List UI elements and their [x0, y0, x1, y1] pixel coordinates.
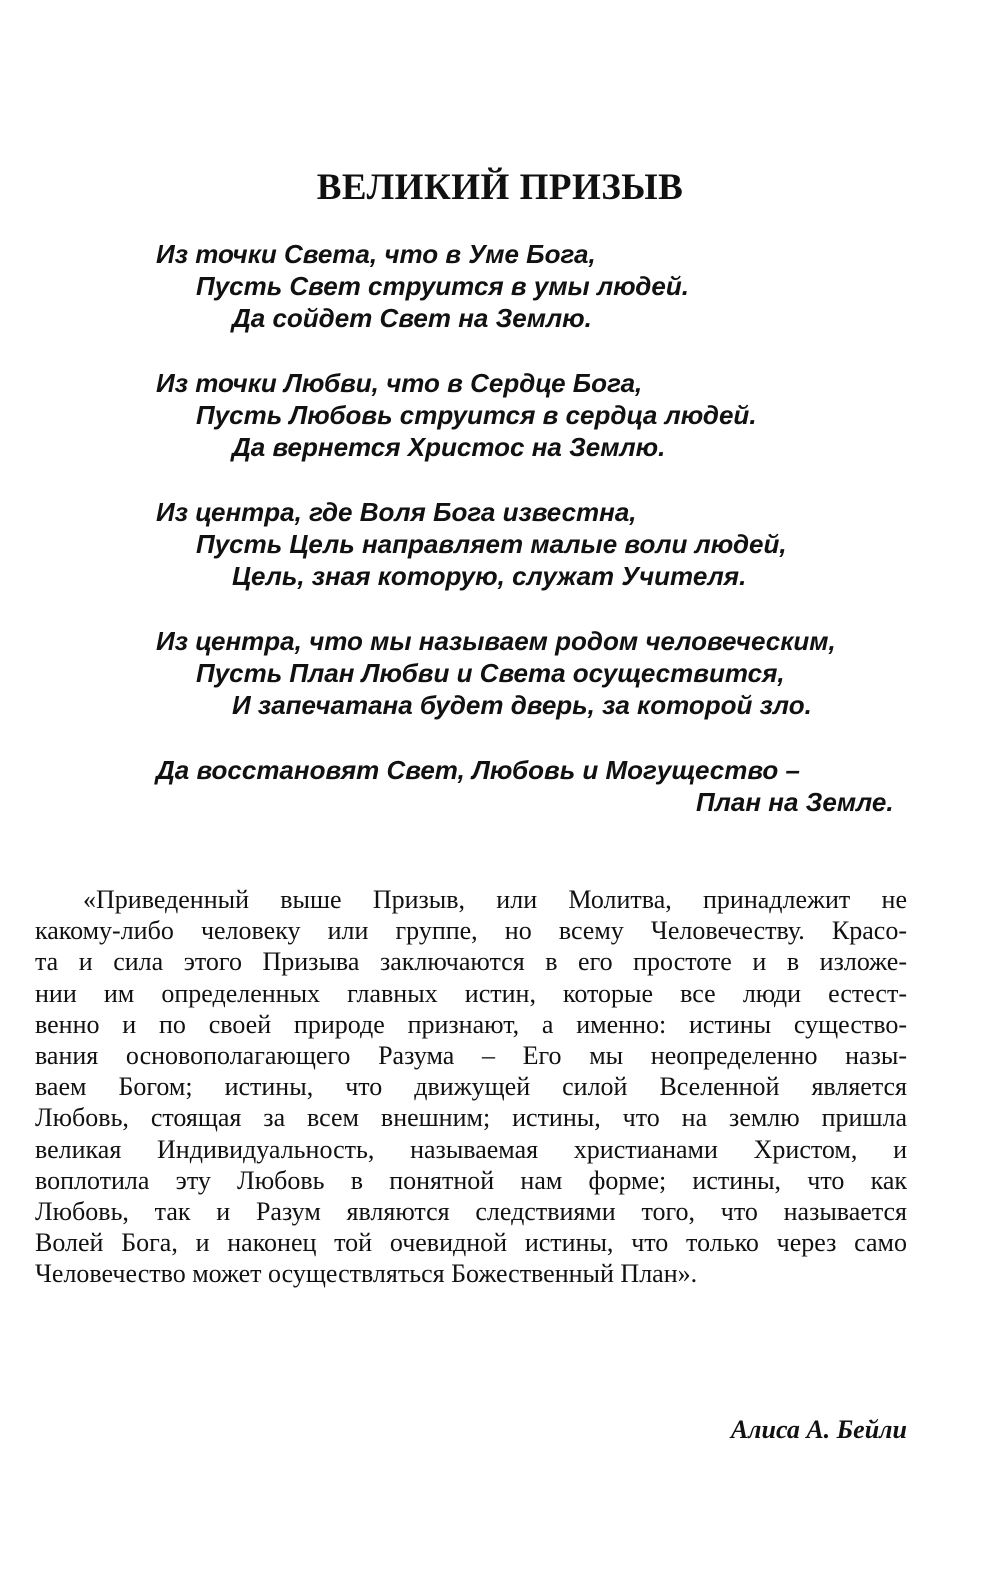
paragraph-line: воплотила эту Любовь в понятной нам форме; истины, что как — [35, 1165, 907, 1195]
paragraph-line: великая Индивидуальность, называемая христианами Христом, и — [35, 1134, 907, 1164]
poem-stanza-4 — [0, 625, 1000, 721]
poem-closing-line: План на Земле. — [696, 787, 894, 817]
poem-line: Пусть Свет струится в умы людей. — [196, 271, 689, 301]
poem-line: Пусть Цель направляет малые воли людей, — [196, 529, 787, 559]
poem-line: И запечатана будет дверь, за которой зло. — [232, 690, 812, 720]
invocation-poem — [0, 238, 1000, 851]
paragraph-line: вания основополагающего Разума – Его мы неопределенно назы- — [35, 1041, 907, 1071]
poem-closing-line: Да восстановят Свет, Любовь и Могущество – — [156, 755, 800, 785]
poem-line: Из точки Любви, что в Сердце Бога, — [156, 368, 643, 398]
page-title: ВЕЛИКИЙ ПРИЗЫВ — [316, 167, 684, 208]
paragraph-line: венно и по своей природе признают, а именно: истины существо- — [35, 1009, 907, 1039]
commentary-paragraph — [35, 884, 907, 1290]
paragraph-line: Любовь, стоящая за всем внешним; истины, что на землю пришла — [35, 1103, 907, 1133]
poem-line: Из точки Света, что в Уме Бога, — [156, 239, 596, 269]
paragraph-line: нии им определенных главных истин, которые все люди естест- — [35, 978, 907, 1008]
paragraph-line: какому-либо человеку или группе, но всему Человечеству. Красо- — [35, 916, 907, 946]
author-signature: Алиса А. Бейли — [730, 1415, 907, 1444]
paragraph-line: Человечество может осуществляться Божественный План». — [35, 1259, 698, 1289]
poem-stanza-2 — [0, 367, 1000, 463]
paragraph-line: та и сила этого Призыва заключаются в его простоте и в изложе- — [35, 947, 907, 977]
poem-stanza-3 — [0, 496, 1000, 592]
poem-line: Да вернется Христос на Землю. — [232, 432, 666, 462]
poem-stanza-1 — [0, 238, 1000, 334]
poem-line: Из центра, где Воля Бога известна, — [156, 497, 637, 527]
paragraph-line: Волей Бога, и наконец той очевидной истины, что только через само — [35, 1228, 907, 1258]
poem-line: Пусть План Любви и Света осуществится, — [196, 658, 785, 688]
poem-line: Цель, зная которую, служат Учителя. — [232, 561, 747, 591]
poem-closing — [0, 754, 1000, 818]
paragraph-line: «Приведенный выше Призыв, или Молитва, принадлежит не — [83, 885, 907, 914]
paragraph-line: ваем Богом; истины, что движущей силой Вселенной является — [35, 1072, 907, 1102]
poem-line: Да сойдет Свет на Землю. — [232, 303, 592, 333]
paragraph-line: Любовь, так и Разум являются следствиями того, что называется — [35, 1197, 907, 1227]
poem-line: Из центра, что мы называем родом человеческим, — [156, 626, 836, 656]
poem-line: Пусть Любовь струится в сердца людей. — [196, 400, 757, 430]
